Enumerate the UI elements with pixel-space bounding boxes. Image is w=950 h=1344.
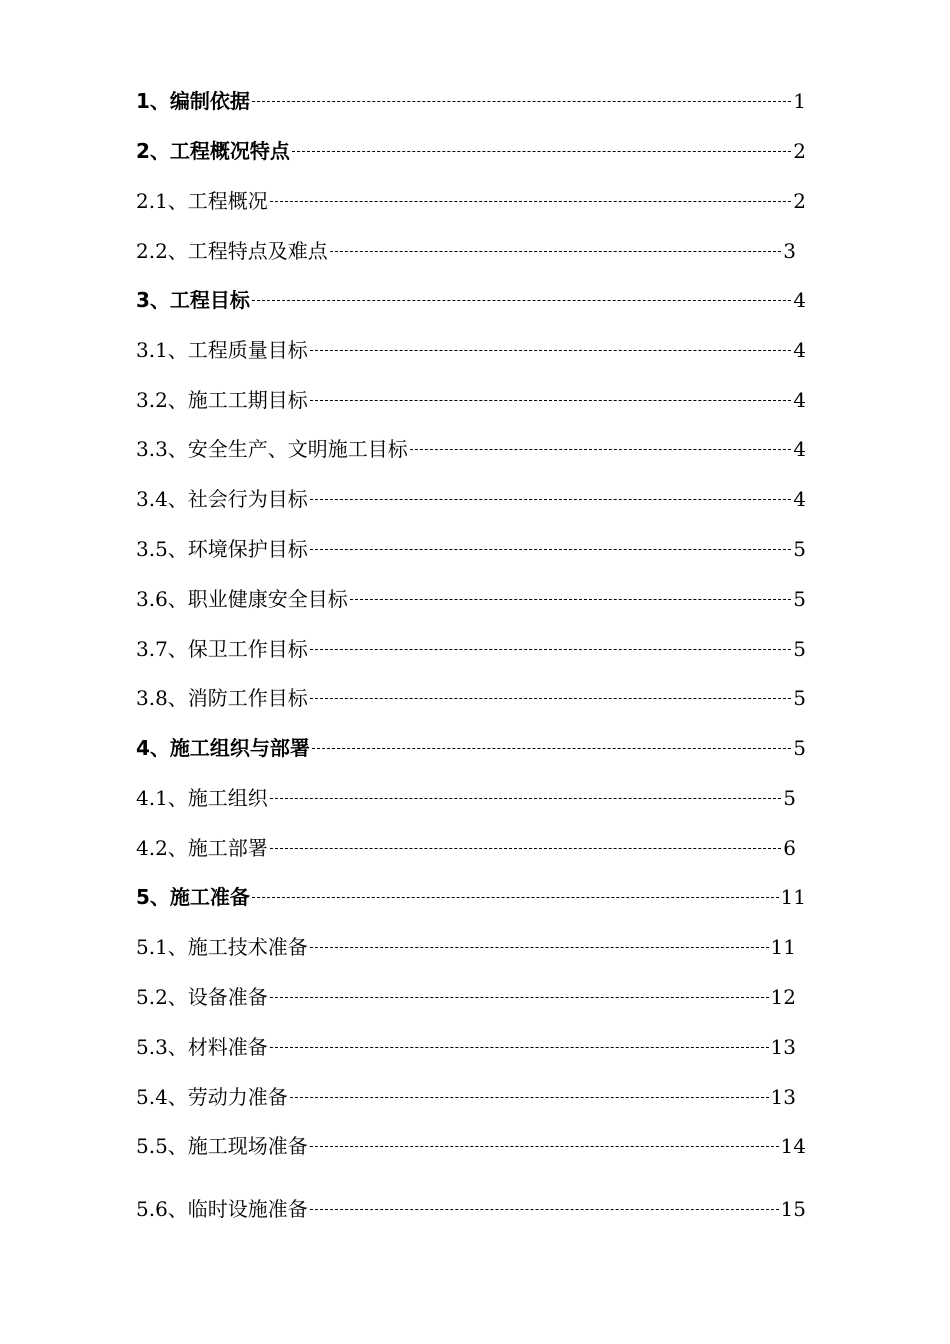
toc-dot-leader <box>350 599 791 600</box>
toc-page-number: 3 <box>783 239 796 263</box>
toc-page-number: 11 <box>780 885 806 909</box>
toc-dot-leader <box>310 649 791 650</box>
toc-entry-label: 4、施工组织与部署 <box>136 736 310 760</box>
toc-entry-label: 3、工程目标 <box>136 288 250 312</box>
toc-entry[interactable] <box>136 683 806 713</box>
toc-page-number: 5 <box>793 587 806 611</box>
toc-dot-leader <box>270 997 769 998</box>
toc-entry-label: 5.1、施工技术准备 <box>136 935 308 959</box>
toc-dot-leader <box>270 1047 769 1048</box>
toc-entry[interactable] <box>136 335 806 365</box>
toc-dot-leader <box>310 400 791 401</box>
toc-dot-leader <box>270 848 781 849</box>
toc-page-number: 2 <box>793 139 806 163</box>
toc-page-number: 5 <box>783 786 796 810</box>
toc-entry[interactable] <box>136 783 796 813</box>
toc-entry-label: 2、工程概况特点 <box>136 139 290 163</box>
toc-dot-leader <box>292 151 791 152</box>
toc-dot-leader <box>252 300 791 301</box>
toc-entry[interactable] <box>136 733 806 763</box>
toc-dot-leader <box>290 1097 769 1098</box>
toc-dot-leader <box>310 698 791 699</box>
toc-entry-label: 4.1、施工组织 <box>136 786 268 810</box>
toc-page-number: 14 <box>780 1134 806 1158</box>
toc-entry[interactable] <box>136 1194 806 1224</box>
toc-dot-leader <box>310 1209 779 1210</box>
toc-entry-label: 5.3、材料准备 <box>136 1035 268 1059</box>
toc-dot-leader <box>310 499 791 500</box>
toc-dot-leader <box>312 748 791 749</box>
toc-entry[interactable] <box>136 285 806 315</box>
toc-entry[interactable] <box>136 982 796 1012</box>
toc-entry[interactable] <box>136 86 806 116</box>
toc-page-number: 6 <box>783 836 796 860</box>
toc-page-number: 15 <box>780 1197 806 1221</box>
toc-entry[interactable] <box>136 434 806 464</box>
toc-entry-label: 3.5、环境保护目标 <box>136 537 308 561</box>
toc-dot-leader <box>252 101 791 102</box>
toc-page-number: 13 <box>770 1085 796 1109</box>
toc-page-number: 4 <box>793 288 806 312</box>
toc-entry[interactable] <box>136 1032 796 1062</box>
toc-page-number: 4 <box>793 487 806 511</box>
toc-dot-leader <box>310 947 769 948</box>
toc-dot-leader <box>270 798 781 799</box>
toc-page-number: 11 <box>770 935 796 959</box>
toc-entry[interactable] <box>136 136 806 166</box>
toc-entry-label: 2.1、工程概况 <box>136 189 268 213</box>
toc-dot-leader <box>310 549 791 550</box>
toc-entry-label: 5.4、劳动力准备 <box>136 1085 288 1109</box>
toc-page-number: 5 <box>793 637 806 661</box>
toc-entry[interactable] <box>136 833 796 863</box>
toc-entry[interactable] <box>136 1131 806 1161</box>
toc-page-number: 4 <box>793 388 806 412</box>
toc-page-number: 5 <box>793 736 806 760</box>
toc-entry-label: 5.2、设备准备 <box>136 985 268 1009</box>
toc-dot-leader <box>270 201 791 202</box>
toc-entry[interactable] <box>136 385 806 415</box>
toc-page-number: 1 <box>793 89 806 113</box>
toc-entry[interactable] <box>136 534 806 564</box>
toc-page-number: 4 <box>793 338 806 362</box>
toc-entry[interactable] <box>136 186 806 216</box>
toc-entry-label: 3.1、工程质量目标 <box>136 338 308 362</box>
toc-page-number: 2 <box>793 189 806 213</box>
toc-entry-label: 3.7、保卫工作目标 <box>136 637 308 661</box>
toc-entry-label: 5.5、施工现场准备 <box>136 1134 308 1158</box>
toc-entry-label: 2.2、工程特点及难点 <box>136 239 328 263</box>
toc-entry-label: 3.6、职业健康安全目标 <box>136 587 348 611</box>
toc-entry-label: 4.2、施工部署 <box>136 836 268 860</box>
toc-dot-leader <box>330 251 781 252</box>
toc-page-number: 5 <box>793 686 806 710</box>
toc-entry[interactable] <box>136 484 806 514</box>
toc-entry-label: 3.8、消防工作目标 <box>136 686 308 710</box>
toc-entry-label: 5、施工准备 <box>136 885 250 909</box>
toc-dot-leader <box>252 897 779 898</box>
toc-page-number: 12 <box>770 985 796 1009</box>
toc-entry[interactable] <box>136 634 806 664</box>
toc-entry[interactable] <box>136 882 806 912</box>
toc-page-number: 13 <box>770 1035 796 1059</box>
toc-page-number: 4 <box>793 437 806 461</box>
toc-entry[interactable] <box>136 1082 796 1112</box>
toc-dot-leader <box>410 449 791 450</box>
toc-entry[interactable] <box>136 932 796 962</box>
toc-page-number: 5 <box>793 537 806 561</box>
toc-dot-leader <box>310 350 791 351</box>
toc-entry-label: 5.6、临时设施准备 <box>136 1197 308 1221</box>
toc-entry-label: 3.2、施工工期目标 <box>136 388 308 412</box>
toc-dot-leader <box>310 1146 779 1147</box>
toc-entry-label: 1、编制依据 <box>136 89 250 113</box>
toc-entry[interactable] <box>136 236 796 266</box>
toc-entry[interactable] <box>136 584 806 614</box>
toc-entry-label: 3.4、社会行为目标 <box>136 487 308 511</box>
toc-entry-label: 3.3、安全生产、文明施工目标 <box>136 437 408 461</box>
